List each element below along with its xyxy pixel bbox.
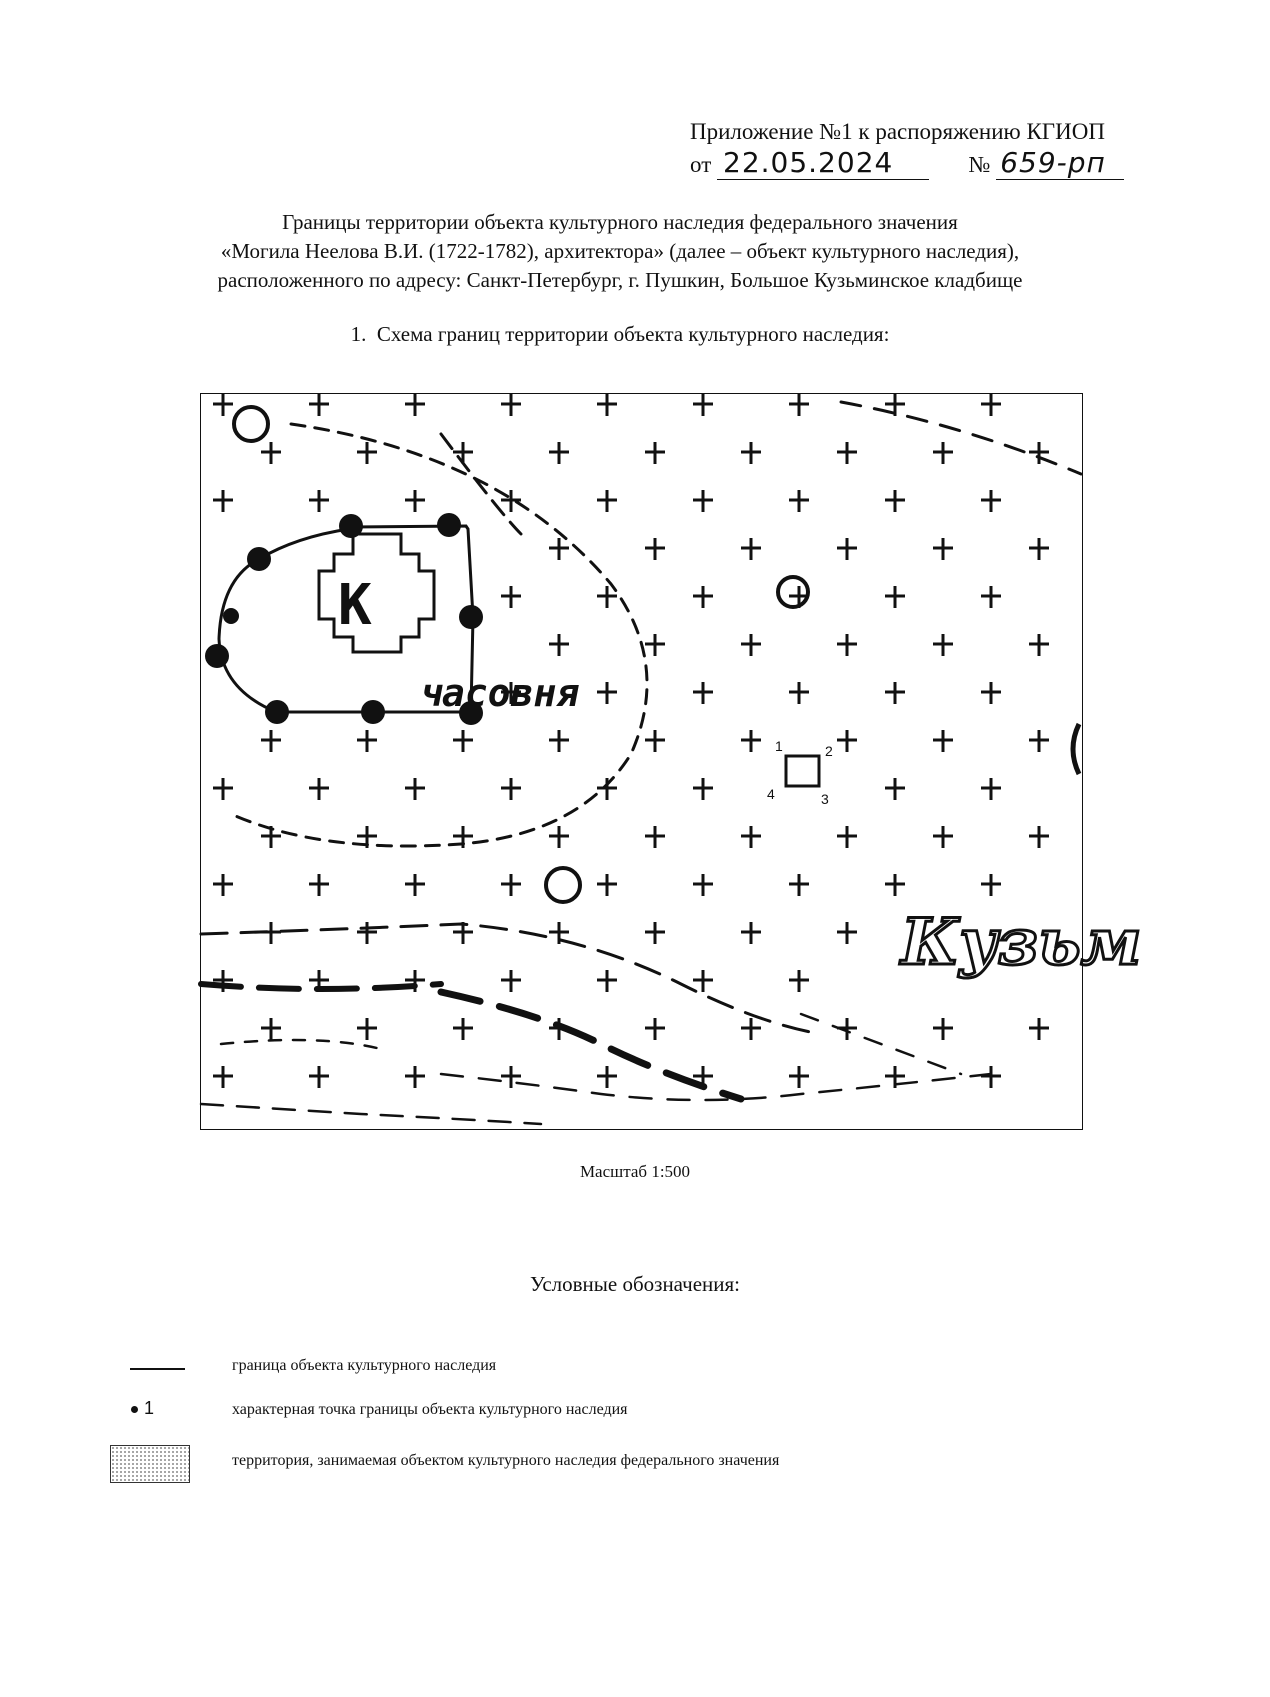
grave-cross xyxy=(837,634,857,656)
grave-cross xyxy=(309,1066,329,1088)
grave-cross xyxy=(357,1018,377,1040)
grave-cross xyxy=(309,490,329,512)
legend-item-territory: территория, занимаемая объектом культурного наследия федерального значения xyxy=(232,1452,780,1469)
grave-cross xyxy=(741,1018,761,1040)
chapel-label: часовня xyxy=(419,671,580,715)
grave-cross xyxy=(405,1066,425,1088)
legend-item-boundary: граница объекта культурного наследия xyxy=(232,1357,497,1374)
grave-cross xyxy=(933,538,953,560)
document-heading xyxy=(60,208,1180,295)
grave-cross xyxy=(357,730,377,752)
grave-cross xyxy=(693,970,713,992)
grave-cross xyxy=(741,922,761,944)
grave-cross xyxy=(693,778,713,800)
section-text: Схема границ территории объекта культурного наследия: xyxy=(376,322,890,346)
kuzminskoe-label: Кузьм xyxy=(901,905,1142,980)
grave-cross xyxy=(597,970,617,992)
grave-cross xyxy=(501,586,521,608)
grave-cross xyxy=(1029,826,1049,848)
grave-cross xyxy=(213,490,233,512)
grave-cross xyxy=(549,634,569,656)
grave-cross xyxy=(981,586,1001,608)
grave-cross xyxy=(741,538,761,560)
grave-cross xyxy=(981,778,1001,800)
grave-cross xyxy=(549,538,569,560)
date-prefix: от xyxy=(690,152,712,177)
grave-cross xyxy=(933,442,953,464)
legend-title: Условные обозначения: xyxy=(529,1272,741,1296)
grave-cross xyxy=(213,874,233,896)
grave-cross xyxy=(597,778,617,800)
grave-cross xyxy=(453,1018,473,1040)
grave-cross xyxy=(837,730,857,752)
heading-line-1: Границы территории объекта культурного наследия федерального значения xyxy=(282,210,958,234)
grave-cross xyxy=(405,394,425,416)
grave-cross xyxy=(213,1066,233,1088)
grave-cross xyxy=(741,826,761,848)
grave-cross xyxy=(1029,634,1049,656)
grave-cross xyxy=(789,874,809,896)
grave-cross xyxy=(789,394,809,416)
grave-cross xyxy=(357,922,377,944)
section-number: 1. xyxy=(350,322,367,346)
grave-cross xyxy=(309,874,329,896)
grave-cross xyxy=(741,730,761,752)
grave-cross xyxy=(645,538,665,560)
grave-cross xyxy=(933,1018,953,1040)
grave-cross xyxy=(981,682,1001,704)
grave-plot xyxy=(786,756,819,786)
grave-cross xyxy=(789,970,809,992)
heading-line-2: «Могила Неелова В.И. (1722-1782), архитектора» (далее – объект культурного наследия), xyxy=(220,239,1020,263)
grave-cross xyxy=(885,586,905,608)
grave-cross xyxy=(837,826,857,848)
grave-cross xyxy=(693,874,713,896)
map-scale: Масштаб 1:500 xyxy=(579,1162,691,1181)
order-date: 22.05.2024 xyxy=(717,146,929,180)
legend-boundary-line-symbol xyxy=(130,1368,185,1370)
grave-cross xyxy=(645,1018,665,1040)
grave-cross xyxy=(981,490,1001,512)
grave-cross xyxy=(981,394,1001,416)
grave-cross xyxy=(597,874,617,896)
grave-cross xyxy=(981,874,1001,896)
grave-cross xyxy=(501,1066,521,1088)
grave-cross xyxy=(885,874,905,896)
grave-cross xyxy=(405,874,425,896)
grave-cross xyxy=(549,730,569,752)
grave-cross xyxy=(693,490,713,512)
grave-cross xyxy=(309,394,329,416)
grave-cross xyxy=(789,490,809,512)
point-number-3: 3 xyxy=(821,791,829,807)
order-number: 659-рп xyxy=(996,146,1124,180)
cemetery-grave-markers xyxy=(213,394,1049,1088)
grave-cross xyxy=(837,922,857,944)
grave-cross xyxy=(597,1066,617,1088)
grave-cross xyxy=(645,922,665,944)
grave-cross xyxy=(645,730,665,752)
grave-cross xyxy=(741,634,761,656)
point-number-1: 1 xyxy=(775,738,783,754)
grave-cross xyxy=(405,490,425,512)
chapel-letter-k: К xyxy=(338,573,372,638)
legend-point-number: 1 xyxy=(144,1398,155,1418)
grave-cross xyxy=(885,490,905,512)
grave-cross xyxy=(645,826,665,848)
grave-cross xyxy=(693,394,713,416)
point-number-4: 4 xyxy=(767,786,775,802)
legend-point-symbol xyxy=(131,1406,138,1413)
grave-cross xyxy=(789,682,809,704)
grave-cross xyxy=(213,394,233,416)
grave-cross xyxy=(261,442,281,464)
grave-cross xyxy=(1029,538,1049,560)
grave-cross xyxy=(501,970,521,992)
grave-cross xyxy=(1029,730,1049,752)
grave-cross xyxy=(789,1066,809,1088)
chapel-outline xyxy=(319,534,434,652)
legend-item-point: характерная точка границы объекта культурного наследия xyxy=(232,1401,628,1418)
contour-lines xyxy=(201,402,1081,1124)
grave-cross xyxy=(597,682,617,704)
boundary-map xyxy=(200,393,1142,1130)
grave-cross xyxy=(837,538,857,560)
point-number-2: 2 xyxy=(825,743,833,759)
appendix-title: Приложение №1 к распоряжению КГИОП xyxy=(690,119,1105,144)
grave-cross xyxy=(549,442,569,464)
grave-cross xyxy=(501,778,521,800)
grave-cross xyxy=(453,730,473,752)
legend-territory-hatch-symbol xyxy=(110,1445,190,1483)
grave-cross xyxy=(933,634,953,656)
grave-cross xyxy=(933,730,953,752)
grave-cross xyxy=(741,442,761,464)
grave-cross xyxy=(309,778,329,800)
grave-cross xyxy=(261,730,281,752)
grave-cross xyxy=(501,394,521,416)
grave-cross xyxy=(261,1018,281,1040)
grave-cross xyxy=(885,778,905,800)
grave-cross xyxy=(501,874,521,896)
grave-cross xyxy=(549,826,569,848)
grave-cross xyxy=(885,682,905,704)
grave-cross xyxy=(597,490,617,512)
grave-cross xyxy=(837,442,857,464)
order-line xyxy=(690,146,1124,180)
grave-cross xyxy=(405,778,425,800)
heading-line-3: расположенного по адресу: Санкт-Петербург, г. Пушкин, Большое Кузьминское кладбище xyxy=(217,268,1023,292)
grave-cross xyxy=(1029,1018,1049,1040)
grave-cross xyxy=(933,826,953,848)
grave-cross xyxy=(645,634,665,656)
section-heading xyxy=(0,322,1240,347)
grave-cross xyxy=(597,394,617,416)
grave-cross xyxy=(645,442,665,464)
grave-cross xyxy=(213,778,233,800)
grave-cross xyxy=(693,586,713,608)
grave-cross xyxy=(357,442,377,464)
number-prefix: № xyxy=(968,152,991,177)
grave-cross xyxy=(981,1066,1001,1088)
grave-cross xyxy=(693,682,713,704)
